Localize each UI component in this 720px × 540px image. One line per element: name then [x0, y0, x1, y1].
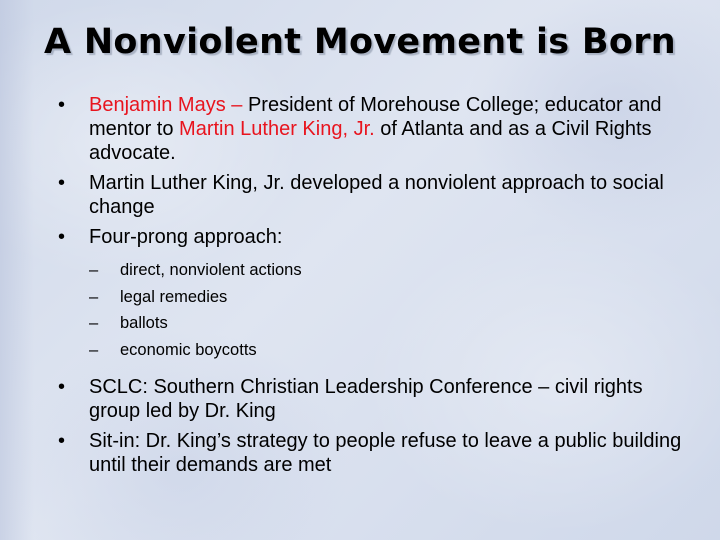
bullet-text: President of Morehouse College; educator and mentor to — [89, 94, 662, 140]
sub-item — [89, 310, 688, 337]
bullet-dot: • — [58, 376, 66, 398]
bullet-text: Four-prong approach: — [89, 226, 283, 248]
bullet-dot: • — [58, 172, 66, 194]
bullet-dot: • — [58, 226, 66, 248]
sub-dash: – — [89, 261, 99, 279]
sub-dash: – — [89, 314, 99, 332]
sub-item-text: legal remedies — [120, 287, 228, 306]
bullet-text: Martin Luther King, Jr. developed a nonviolent approach to social change — [89, 172, 664, 218]
sub-item-text: economic boycotts — [120, 340, 257, 359]
sub-dash: – — [89, 340, 99, 359]
bullet-text: of Atlanta and as a Civil Rights advocate. — [89, 118, 652, 164]
bullet-four-prong — [58, 225, 688, 249]
bullet-sclc — [58, 375, 688, 423]
bullet-sit-in — [58, 429, 688, 477]
sub-item-text: ballots — [120, 314, 168, 332]
sub-dash: – — [89, 287, 99, 306]
highlight-mlk: Martin Luther King, Jr. — [179, 118, 375, 140]
bullet-dot: • — [58, 430, 66, 452]
bullet-benjamin-mays — [58, 93, 688, 165]
bullet-name-benjamin-mays: Benjamin Mays – — [89, 94, 243, 116]
bullet-text: Sit-in: Dr. King’s strategy to people refuse to leave a public building until their demands are met — [89, 430, 682, 476]
bullet-dot: • — [58, 94, 66, 116]
slide-title: A Nonviolent Movement is Born — [43, 22, 677, 62]
sub-item-text: direct, nonviolent actions — [120, 261, 302, 279]
sub-item — [89, 257, 688, 284]
left-shade-bar — [0, 0, 34, 540]
sub-item — [89, 337, 688, 364]
four-prong-sublist — [58, 257, 688, 363]
sub-item — [89, 284, 688, 311]
bullet-mlk-approach — [58, 171, 688, 219]
slide-content — [58, 93, 688, 483]
bullet-text: SCLC: Southern Christian Leadership Conference – civil rights group led by Dr. King — [89, 376, 643, 422]
